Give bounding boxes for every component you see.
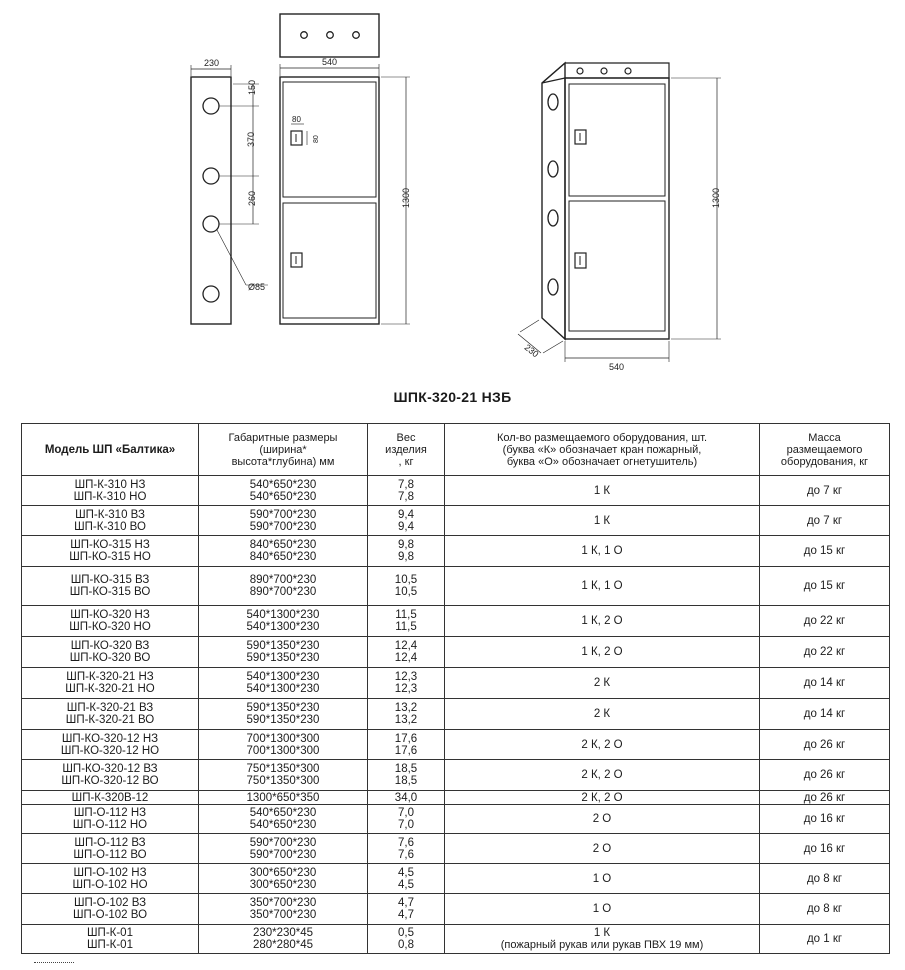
qty-cell: 2 О (445, 805, 760, 834)
table-row (22, 668, 890, 699)
top-plate-view (280, 14, 379, 57)
table-row (22, 834, 890, 864)
mass-cell: до 15 кг (760, 536, 890, 567)
qty-cell: 1 К (445, 506, 760, 536)
weight-cell: 4,5 4,5 (368, 864, 445, 894)
front-width-label: 540 (322, 57, 338, 67)
spec-table (21, 423, 890, 954)
mass-cell: до 1 кг (760, 925, 890, 954)
product-title: ШПК-320-21 НЗБ (393, 389, 512, 405)
qty-cell: 2 О (445, 834, 760, 864)
iso-depth-label: 230 (522, 342, 541, 360)
cabinet-drawing (0, 0, 905, 380)
model-cell: ШП-КО-315 НЗ ШП-КО-315 НО (22, 536, 199, 567)
spec-table-body (22, 476, 890, 954)
mass-cell: до 26 кг (760, 791, 890, 805)
model-cell: ШП-К-310 ВЗ ШП-К-310 ВО (22, 506, 199, 536)
weight-cell: 9,4 9,4 (368, 506, 445, 536)
qty-cell: 1 О (445, 894, 760, 925)
table-row (22, 699, 890, 730)
table-row (22, 567, 890, 606)
table-row (22, 730, 890, 760)
qty-cell: 2 К, 2 О (445, 760, 760, 791)
model-cell: ШП-КО-320 НЗ ШП-КО-320 НО (22, 606, 199, 637)
qty-cell: 1 К, 1 О (445, 536, 760, 567)
qty-cell: 1 К (445, 476, 760, 506)
mass-cell: до 15 кг (760, 567, 890, 606)
table-header-row (22, 424, 890, 476)
qty-cell: 1 К, 1 О (445, 567, 760, 606)
side-width-label: 230 (204, 58, 220, 68)
weight-cell: 11,5 11,5 (368, 606, 445, 637)
header-dims: Габаритные размеры (ширина* высота*глубина) мм (199, 424, 368, 476)
mass-cell: до 8 кг (760, 864, 890, 894)
mass-cell: до 14 кг (760, 668, 890, 699)
weight-cell: 7,8 7,8 (368, 476, 445, 506)
table-row (22, 536, 890, 567)
weight-cell: 12,3 12,3 (368, 668, 445, 699)
dims-cell: 590*1350*230 590*1350*230 (199, 637, 368, 668)
qty-cell: 2 К, 2 О (445, 730, 760, 760)
latch-width-label: 80 (292, 115, 301, 124)
dims-cell: 700*1300*300 700*1300*300 (199, 730, 368, 760)
dims-cell: 540*1300*230 540*1300*230 (199, 668, 368, 699)
weight-cell: 13,2 13,2 (368, 699, 445, 730)
mass-cell: до 22 кг (760, 637, 890, 668)
table-row (22, 637, 890, 668)
dims-cell: 300*650*230 300*650*230 (199, 864, 368, 894)
dims-cell: 350*700*230 350*700*230 (199, 894, 368, 925)
table-row (22, 760, 890, 791)
latch-height-label: 80 (313, 135, 320, 143)
mass-cell: до 22 кг (760, 606, 890, 637)
dims-cell: 890*700*230 890*700*230 (199, 567, 368, 606)
weight-cell: 18,5 18,5 (368, 760, 445, 791)
weight-cell: 34,0 (368, 791, 445, 805)
qty-cell: 2 К (445, 699, 760, 730)
header-mass: Масса размещаемого оборудования, кг (760, 424, 890, 476)
side-dim-c-label: 260 (247, 190, 257, 206)
table-row (22, 791, 890, 805)
dims-cell: 590*700*230 590*700*230 (199, 834, 368, 864)
table-row (22, 506, 890, 536)
isometric-view (518, 63, 721, 362)
model-cell: ШП-К-320-21 ВЗ ШП-К-320-21 ВО (22, 699, 199, 730)
weight-cell: 7,0 7,0 (368, 805, 445, 834)
dims-cell: 840*650*230 840*650*230 (199, 536, 368, 567)
table-row (22, 925, 890, 954)
model-cell: ШП-О-102 НЗ ШП-О-102 НО (22, 864, 199, 894)
qty-cell: 1 К, 2 О (445, 606, 760, 637)
dims-cell: 540*650*230 540*650*230 (199, 805, 368, 834)
qty-cell: 2 К (445, 668, 760, 699)
model-cell: ШП-К-01 ШП-К-01 (22, 925, 199, 954)
header-model: Модель ШП «Балтика» (22, 424, 199, 476)
footnote-line (34, 962, 74, 965)
model-cell: ШП-О-112 НЗ ШП-О-112 НО (22, 805, 199, 834)
model-cell: ШП-К-320В-12 (22, 791, 199, 805)
dims-cell: 590*1350*230 590*1350*230 (199, 699, 368, 730)
dims-cell: 540*1300*230 540*1300*230 (199, 606, 368, 637)
weight-cell: 7,6 7,6 (368, 834, 445, 864)
mass-cell: до 8 кг (760, 894, 890, 925)
model-cell: ШП-К-310 НЗ ШП-К-310 НО (22, 476, 199, 506)
dims-cell: 230*230*45 280*280*45 (199, 925, 368, 954)
mass-cell: до 7 кг (760, 476, 890, 506)
weight-cell: 4,7 4,7 (368, 894, 445, 925)
weight-cell: 17,6 17,6 (368, 730, 445, 760)
iso-width-label: 540 (609, 362, 625, 372)
mass-cell: до 7 кг (760, 506, 890, 536)
model-cell: ШП-КО-320 ВЗ ШП-КО-320 ВО (22, 637, 199, 668)
model-cell: ШП-О-112 ВЗ ШП-О-112 ВО (22, 834, 199, 864)
model-cell: ШП-КО-320-12 ВЗ ШП-КО-320-12 ВО (22, 760, 199, 791)
mass-cell: до 14 кг (760, 699, 890, 730)
side-dim-a-label: 150 (247, 79, 257, 95)
table-row (22, 894, 890, 925)
mass-cell: до 26 кг (760, 760, 890, 791)
header-qty: Кол-во размещаемого оборудования, шт. (буква «К» обозначает кран пожарный, буква «О» обозначает огнетушитель) (445, 424, 760, 476)
mass-cell: до 16 кг (760, 834, 890, 864)
dims-cell: 540*650*230 540*650*230 (199, 476, 368, 506)
model-cell: ШП-КО-320-12 НЗ ШП-КО-320-12 НО (22, 730, 199, 760)
header-weight: Вес изделия , кг (368, 424, 445, 476)
qty-cell: 1 К, 2 О (445, 637, 760, 668)
iso-height-label: 1300 (711, 187, 721, 208)
table-row (22, 476, 890, 506)
qty-cell: 1 О (445, 864, 760, 894)
table-row (22, 606, 890, 637)
side-dim-b-label: 370 (246, 131, 256, 147)
table-row (22, 805, 890, 834)
weight-cell: 10,5 10,5 (368, 567, 445, 606)
dims-cell: 750*1350*300 750*1350*300 (199, 760, 368, 791)
table-row (22, 864, 890, 894)
mass-cell: до 26 кг (760, 730, 890, 760)
weight-cell: 12,4 12,4 (368, 637, 445, 668)
front-height-label: 1300 (401, 187, 411, 208)
qty-cell: 1 К (пожарный рукав или рукав ПВХ 19 мм) (445, 925, 760, 954)
weight-cell: 9,8 9,8 (368, 536, 445, 567)
model-cell: ШП-КО-315 ВЗ ШП-КО-315 ВО (22, 567, 199, 606)
weight-cell: 0,5 0,8 (368, 925, 445, 954)
qty-cell: 2 К, 2 О (445, 791, 760, 805)
dims-cell: 590*700*230 590*700*230 (199, 506, 368, 536)
hole-diameter-label: Ø85 (248, 282, 266, 292)
mass-cell: до 16 кг (760, 805, 890, 834)
front-view (280, 64, 410, 324)
model-cell: ШП-О-102 ВЗ ШП-О-102 ВО (22, 894, 199, 925)
dims-cell: 1300*650*350 (199, 791, 368, 805)
model-cell: ШП-К-320-21 НЗ ШП-К-320-21 НО (22, 668, 199, 699)
